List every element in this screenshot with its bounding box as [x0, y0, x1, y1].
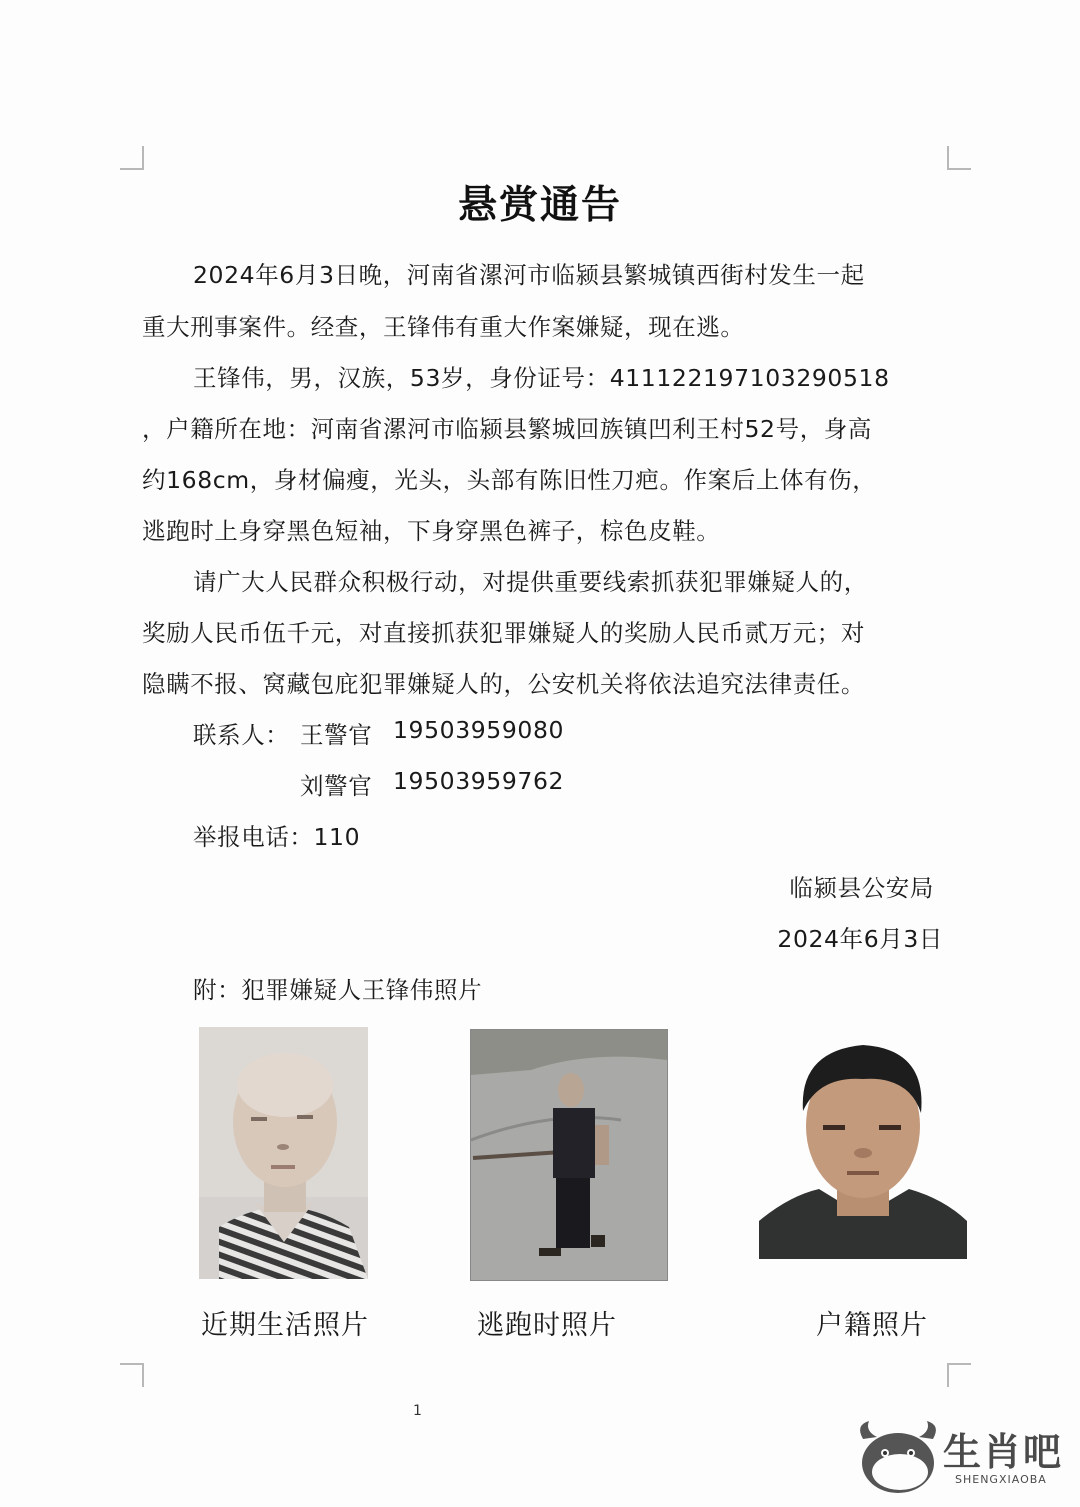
corner-mark-top-left — [120, 146, 144, 170]
contact-2-phone: 19503959762 — [393, 767, 565, 795]
paragraph-3-line-2: 奖励人民币伍千元，对直接抓获犯罪嫌疑人的奖励人民币贰万元；对 — [142, 619, 865, 647]
corner-mark-bottom-left — [120, 1363, 144, 1387]
photo-caption-escape: 逃跑时照片 — [477, 1310, 617, 1341]
paragraph-3-line-3: 隐瞒不报、窝藏包庇犯罪嫌疑人的，公安机关将依法追究法律责任。 — [142, 670, 865, 698]
issue-date: 2024年6月3日 — [777, 925, 943, 953]
recent-life-photo — [199, 1027, 368, 1279]
corner-mark-bottom-right — [947, 1363, 971, 1387]
watermark-logo — [855, 1417, 1065, 1497]
paragraph-3-line-1: 请广大人民群众积极行动，对提供重要线索抓获犯罪嫌疑人的， — [193, 568, 868, 596]
watermark-brand: 生肖吧 — [943, 1430, 1064, 1474]
paragraph-1-line-1: 2024年6月3日晚，河南省漯河市临颍县繁城镇西街村发生一起 — [193, 261, 865, 289]
photo-caption-household: 户籍照片 — [816, 1310, 928, 1341]
photo-caption-recent: 近期生活照片 — [201, 1310, 369, 1341]
cctv-photo-icon — [471, 1030, 667, 1280]
id-photo-icon — [759, 1031, 967, 1259]
watermark-sub: SHENGXIAOBA — [955, 1473, 1047, 1486]
paragraph-1-line-2: 重大刑事案件。经查，王锋伟有重大作案嫌疑，现在逃。 — [142, 313, 745, 341]
issuer: 临颍县公安局 — [789, 874, 934, 902]
paragraph-2-line-1: 王锋伟，男，汉族，53岁，身份证号：411122197103290518 — [193, 364, 890, 392]
contact-label: 联系人： — [193, 721, 290, 749]
hotline: 举报电话：110 — [193, 823, 361, 851]
paragraph-2-line-4: 逃跑时上身穿黑色短袖，下身穿黑色裤子，棕色皮鞋。 — [142, 517, 721, 545]
household-register-photo — [759, 1031, 967, 1259]
contact-2-name: 刘警官 — [300, 772, 373, 800]
page-title: 悬赏通告 — [457, 183, 622, 228]
attachment-label: 附：犯罪嫌疑人王锋伟照片 — [193, 976, 483, 1004]
escape-photo — [470, 1029, 668, 1281]
selfie-photo-icon — [199, 1027, 368, 1279]
contact-1-phone: 19503959080 — [393, 716, 565, 744]
contact-1-name: 王警官 — [300, 721, 373, 749]
corner-mark-top-right — [947, 146, 971, 170]
paragraph-2-line-3: 约168cm，身材偏瘦，光头，头部有陈旧性刀疤。作案后上体有伤， — [142, 466, 877, 494]
paragraph-2-line-2: ，户籍所在地：河南省漯河市临颍县繁城回族镇凹利王村52号，身高 — [142, 415, 873, 443]
page-number: 1 — [413, 1403, 422, 1419]
